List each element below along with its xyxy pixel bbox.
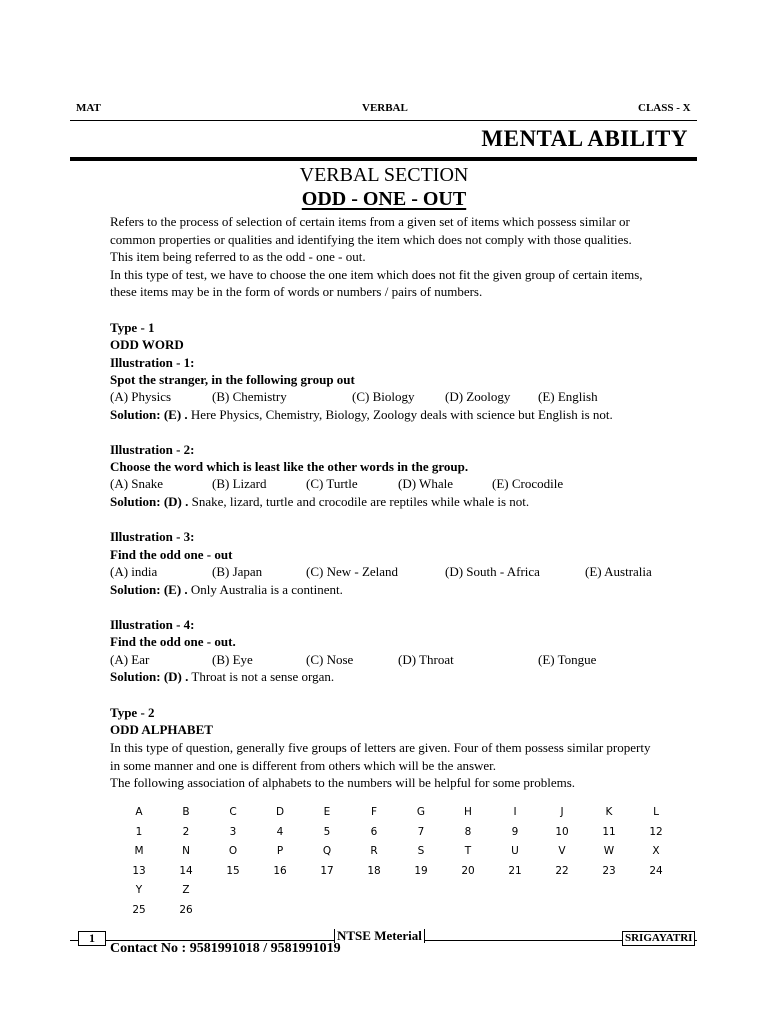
number-cell: 5 <box>323 825 331 838</box>
ill4-option-d: (D) Throat <box>398 652 454 667</box>
letter-cell: E <box>323 806 331 818</box>
ill1-solution-text: Here Physics, Chemistry, Biology, Zoology deals with science but English is not. <box>190 407 613 422</box>
ill1-option-e: (E) English <box>538 389 598 404</box>
letter-cell: T <box>464 845 472 857</box>
ill2-solution-text: Snake, lizard, turtle and crocodile are reptiles while whale is not. <box>191 494 530 509</box>
letter-cell: F <box>370 806 378 818</box>
letter-cell: J <box>560 806 564 818</box>
number-cell: 16 <box>273 864 287 877</box>
letter-cell: B <box>182 806 190 818</box>
intro-line: these items may be in the form of words or numbers / pairs of numbers. <box>110 284 483 299</box>
letter-cell: H <box>464 806 472 818</box>
letter-cell: K <box>605 806 613 818</box>
number-cell: 19 <box>414 864 428 877</box>
number-cell: 1 <box>135 825 143 838</box>
page-number: 1 <box>78 931 106 946</box>
ill3-option-d: (D) South - Africa <box>445 564 540 579</box>
number-cell: 24 <box>649 864 663 877</box>
ill3-option-b: (B) Japan <box>212 564 263 579</box>
ill4-solution <box>110 668 334 685</box>
number-cell: 17 <box>320 864 334 877</box>
section-title: VERBAL SECTION <box>299 164 469 186</box>
ill4-options <box>110 651 710 668</box>
letter-row <box>116 806 676 826</box>
letter-cell: A <box>135 806 143 818</box>
number-cell: 25 <box>132 903 146 916</box>
ill3-solution-text: Only Australia is a continent. <box>190 582 343 597</box>
number-cell: 20 <box>461 864 475 877</box>
header-right: CLASS - X <box>638 102 691 114</box>
letter-cell: Z <box>182 884 190 896</box>
ill3-option-c: (C) New - Zeland <box>306 564 399 579</box>
letter-cell: M <box>134 845 144 857</box>
ill2-options <box>110 475 710 492</box>
ill1-title: Illustration - 1: <box>110 355 195 370</box>
ill3-options <box>110 563 710 580</box>
ill4-option-b: (B) Eye <box>212 652 253 667</box>
number-cell: 11 <box>602 825 616 838</box>
ill1-question: Spot the stranger, in the following group out <box>110 372 355 387</box>
letter-cell: Y <box>135 884 143 896</box>
ill2-option-e: (E) Crocodile <box>492 476 564 491</box>
letter-cell: I <box>513 806 517 818</box>
letter-cell: L <box>653 806 659 818</box>
ill3-solution-label: Solution: (E) . <box>110 582 188 597</box>
type1-label: Type - 1 <box>110 320 155 335</box>
contact-numbers: Contact No : 9581991018 / 9581991019 <box>110 941 341 956</box>
type2-label: Type - 2 <box>110 705 155 720</box>
type2-name: ODD ALPHABET <box>110 722 213 737</box>
ill1-option-c: (C) Biology <box>352 389 415 404</box>
footer-brand: SRIGAYATRI <box>622 931 695 946</box>
intro-paragraph <box>110 213 700 301</box>
number-cell: 23 <box>602 864 616 877</box>
ill2-option-b: (B) Lizard <box>212 476 267 491</box>
letter-cell: N <box>182 845 190 857</box>
ill4-question: Find the odd one - out. <box>110 634 236 649</box>
letter-cell: D <box>275 806 285 818</box>
ill2-option-a: (A) Snake <box>110 476 164 491</box>
ill1-option-d: (D) Zoology <box>445 389 511 404</box>
number-row <box>116 826 676 846</box>
ill4-option-a: (A) Ear <box>110 652 150 667</box>
page-title: MENTAL ABILITY <box>481 126 688 151</box>
header-center: VERBAL <box>362 102 408 114</box>
number-cell: 4 <box>276 825 284 838</box>
ill3-title: Illustration - 3: <box>110 529 195 544</box>
letter-cell: P <box>276 845 284 857</box>
number-row <box>116 904 676 924</box>
letter-cell: U <box>511 845 519 857</box>
type2-desc-line: in some manner and one is different from others which will be the answer. <box>110 757 497 773</box>
number-row <box>116 865 676 885</box>
intro-line: Refers to the process of selection of certain items from a given set of items which possess similar or <box>110 214 630 229</box>
ill2-question: Choose the word which is least like the other words in the group. <box>110 459 469 474</box>
ill4-option-e: (E) Tongue <box>538 652 597 667</box>
intro-line: common properties or qualities and identifying the item which does not comply with those qualities. <box>110 231 632 247</box>
number-cell: 2 <box>182 825 190 838</box>
number-cell: 9 <box>511 825 519 838</box>
ill3-option-a: (A) india <box>110 564 158 579</box>
ill4-solution-text: Throat is not a sense organ. <box>191 669 335 684</box>
number-cell: 15 <box>226 864 240 877</box>
ill4-option-c: (C) Nose <box>306 652 354 667</box>
ill1-solution-label: Solution: (E) . <box>110 407 188 422</box>
ill2-title: Illustration - 2: <box>110 442 195 457</box>
section-subtitle: ODD - ONE - OUT <box>301 188 467 210</box>
footer-center-label: NTSE Meterial <box>334 929 425 943</box>
number-cell: 12 <box>649 825 663 838</box>
alphabet-number-table <box>116 806 676 923</box>
letter-cell: V <box>558 845 566 857</box>
number-cell: 7 <box>417 825 425 838</box>
number-cell: 21 <box>508 864 522 877</box>
ill3-question: Find the odd one - out <box>110 547 233 562</box>
letter-row <box>116 884 676 904</box>
ill4-title: Illustration - 4: <box>110 617 195 632</box>
letter-cell: C <box>229 806 237 818</box>
number-cell: 8 <box>464 825 472 838</box>
letter-cell: S <box>417 845 425 857</box>
ill3-solution <box>110 581 343 598</box>
number-cell: 6 <box>370 825 378 838</box>
ill1-option-a: (A) Physics <box>110 389 172 404</box>
number-cell: 18 <box>367 864 381 877</box>
type1-name: ODD WORD <box>110 337 184 352</box>
letter-cell: R <box>370 845 378 857</box>
ill2-option-c: (C) Turtle <box>306 476 358 491</box>
title-rule <box>70 157 697 161</box>
number-cell: 14 <box>179 864 193 877</box>
ill3-option-e: (E) Australia <box>585 564 652 579</box>
intro-line: In this type of test, we have to choose the one item which does not fit the given group of certain items, <box>110 266 643 282</box>
letter-row <box>116 845 676 865</box>
letter-cell: Q <box>322 845 332 857</box>
header-rule <box>70 120 697 121</box>
ill2-solution-label: Solution: (D) . <box>110 494 189 509</box>
number-cell: 3 <box>229 825 237 838</box>
ill2-option-d: (D) Whale <box>398 476 453 491</box>
ill1-option-b: (B) Chemistry <box>212 389 287 404</box>
number-cell: 22 <box>555 864 569 877</box>
type2-desc-line: The following association of alphabets to the numbers will be helpful for some problems. <box>110 775 576 790</box>
type2-desc-line: In this type of question, generally five groups of letters are given. Four of them possess similar property <box>110 740 651 755</box>
header-left: MAT <box>76 102 101 114</box>
letter-cell: W <box>603 845 615 857</box>
letter-cell: O <box>228 845 238 857</box>
type2-description <box>110 739 700 792</box>
number-cell: 26 <box>179 903 193 916</box>
intro-line: This item being referred to as the odd - one - out. <box>110 249 366 264</box>
ill4-solution-label: Solution: (D) . <box>110 669 189 684</box>
letter-cell: X <box>652 845 660 857</box>
number-cell: 10 <box>555 825 569 838</box>
ill1-options <box>110 388 710 405</box>
number-cell: 13 <box>132 864 146 877</box>
ill2-solution <box>110 493 529 510</box>
letter-cell: G <box>416 806 426 818</box>
ill1-solution <box>110 406 613 423</box>
